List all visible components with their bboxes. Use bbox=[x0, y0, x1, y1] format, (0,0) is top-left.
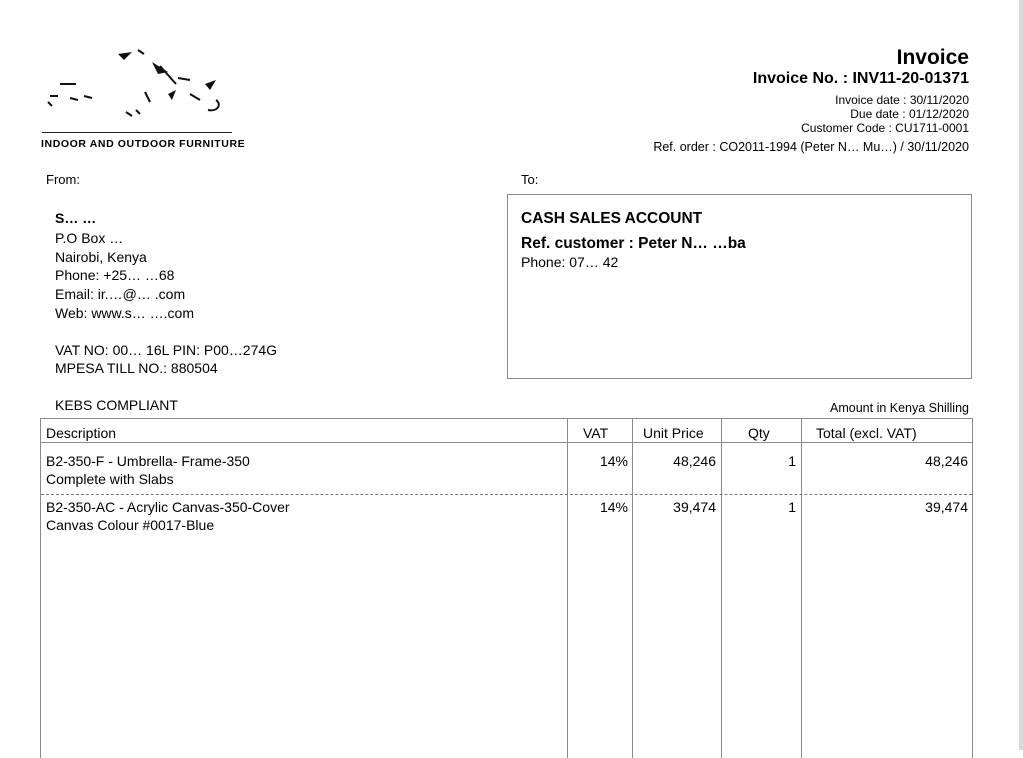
recipient-ref-customer: Ref. customer : Peter N… …ba bbox=[521, 235, 746, 252]
currency-note: Amount in Kenya Shilling bbox=[830, 401, 969, 415]
item-total: 39,474 bbox=[925, 499, 968, 515]
from-web: Web: www.s… ….com bbox=[55, 305, 194, 321]
item-vat: 14% bbox=[599, 499, 628, 515]
customer-code: Customer Code : CU1711-0001 bbox=[801, 121, 969, 135]
header-total: Total (excl. VAT) bbox=[816, 425, 917, 441]
item-total: 48,246 bbox=[925, 453, 968, 469]
from-email: Email: ir.…@… .com bbox=[55, 286, 186, 302]
item-unit-price: 39,474 bbox=[673, 499, 716, 515]
column-divider bbox=[632, 419, 633, 758]
logo-graphic bbox=[40, 44, 240, 134]
column-divider bbox=[721, 419, 722, 758]
from-city: Nairobi, Kenya bbox=[55, 249, 147, 265]
item-description: B2-350-AC - Acrylic Canvas-350-Cover bbox=[46, 499, 290, 515]
window-edge bbox=[1019, 0, 1023, 750]
logo-tagline: INDOOR AND OUTDOOR FURNITURE bbox=[41, 138, 246, 150]
item-vat: 14% bbox=[599, 453, 628, 469]
line-items-table bbox=[40, 418, 973, 758]
item-description: B2-350-F - Umbrella- Frame-350 bbox=[46, 453, 250, 469]
from-label: From: bbox=[46, 172, 80, 187]
header-qty: Qty bbox=[748, 425, 770, 441]
item-qty: 1 bbox=[788, 453, 796, 469]
to-label: To: bbox=[521, 172, 539, 187]
column-divider bbox=[567, 419, 568, 758]
invoice-number: Invoice No. : INV11-20-01371 bbox=[752, 70, 969, 87]
from-po-box: P.O Box … bbox=[55, 230, 124, 246]
column-divider bbox=[801, 419, 802, 758]
invoice-date: Invoice date : 30/11/2020 bbox=[835, 93, 969, 107]
row-divider bbox=[41, 494, 972, 495]
item-detail: Canvas Colour #0017-Blue bbox=[46, 517, 215, 533]
recipient-name: CASH SALES ACCOUNT bbox=[521, 210, 703, 227]
due-date: Due date : 01/12/2020 bbox=[850, 107, 969, 121]
header-unit-price: Unit Price bbox=[643, 425, 704, 441]
header-description: Description bbox=[46, 425, 117, 441]
from-company-name: S… … bbox=[55, 210, 97, 226]
item-qty: 1 bbox=[788, 499, 796, 515]
item-unit-price: 48,246 bbox=[673, 453, 716, 469]
logo-underline bbox=[42, 132, 232, 133]
from-vat-pin: VAT NO: 00… 16L PIN: P00…274G bbox=[55, 342, 278, 358]
header-divider bbox=[41, 442, 972, 443]
from-mpesa-till: MPESA TILL NO.: 880504 bbox=[55, 360, 218, 376]
header-vat: VAT bbox=[583, 425, 609, 441]
recipient-box bbox=[507, 194, 972, 379]
recipient-phone: Phone: 07… 42 bbox=[521, 254, 619, 270]
invoice-title: Invoice bbox=[896, 46, 969, 69]
item-detail: Complete with Slabs bbox=[46, 471, 174, 487]
ref-order: Ref. order : CO2011-1994 (Peter N… Mu…) / 30/11/2020 bbox=[653, 140, 969, 154]
kebs-compliant: KEBS COMPLIANT bbox=[55, 397, 178, 413]
from-phone: Phone: +25… …68 bbox=[55, 267, 175, 283]
